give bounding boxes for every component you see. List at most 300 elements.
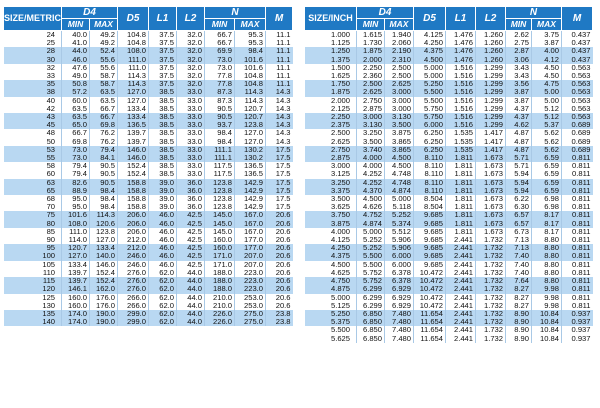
inch-l2-cell: 1.673 [476,220,506,228]
metric-l2-cell: 42.5 [177,228,205,236]
inch-m-cell: 0.689 [562,121,593,129]
inch-n-max-cell: 8.80 [532,244,562,252]
inch-size-cell: 4.875 [305,285,357,293]
inch-size-cell: 1.750 [305,80,357,88]
metric-d5-cell: 276.0 [118,277,149,285]
inch-n-min-cell: 3.87 [506,97,532,105]
metric-n-min-cell: 145.0 [205,211,235,219]
metric-d5-cell: 158.8 [118,195,149,203]
metric-d4-min-cell: 40.0 [62,31,90,40]
metric-n-max-cell: 98.4 [235,47,266,55]
metric-n-min-cell: 117.5 [205,162,235,170]
metric-d4-max-cell: 76.2 [90,129,118,137]
metric-size-cell: 60 [46,170,56,179]
metric-d4-max-cell: 133.4 [90,244,118,252]
inch-m-cell: 0.811 [562,179,593,187]
metric-d4-max-cell: 90.5 [90,170,118,178]
inch-l1-cell: 2.441 [446,269,476,277]
metric-d4-max-cell: 79.4 [90,146,118,154]
metric-l2-cell: 33.0 [177,162,205,170]
inch-d4-min-cell: 3.250 [357,129,385,137]
metric-n-max-cell: 127.0 [235,138,266,146]
inch-n-min-cell: 3.56 [506,80,532,88]
inch-d4-max-cell: 6.929 [385,285,414,293]
inch-size-table-panel [304,6,593,343]
inch-size-cell: 5.375 [305,318,357,326]
metric-n-max-cell: 253.0 [235,294,266,302]
metric-l2-cell: 42.5 [177,211,205,219]
metric-n-max-cell: 120.7 [235,105,266,113]
inch-l1-cell: 2.441 [446,335,476,343]
metric-n-max-cell: 114.3 [235,88,266,96]
metric-size-cell: 58 [46,162,56,171]
metric-m-cell: 14.3 [266,97,293,105]
metric-size-cell: 135 [4,310,62,318]
metric-n-max-cell: 223.0 [235,285,266,293]
metric-l2-cell: 32.0 [177,31,205,40]
metric-d5-cell: 158.8 [118,187,149,195]
metric-d5-cell: 146.0 [118,154,149,162]
metric-d4-min-cell: 139.7 [62,269,90,277]
inch-d4-min-cell: 6.299 [357,294,385,302]
metric-l1-cell: 62.0 [149,285,177,293]
inch-d4-max-cell: 2.310 [385,56,414,64]
inch-d4-min-cell: 2.625 [357,88,385,96]
metric-l1-cell: 46.0 [149,252,177,260]
inch-m-cell: 0.563 [562,88,593,96]
inch-m-cell: 0.563 [562,64,593,72]
inch-n-max-cell: 6.59 [532,162,562,170]
metric-d4-max-cell: 49.2 [90,39,118,47]
inch-l2-cell: 1.417 [476,146,506,154]
inch-d5-cell: 6.250 [414,138,446,146]
metric-m-cell: 14.3 [266,88,293,96]
metric-size-cell: 63 [4,179,62,187]
metric-l2-cell: 32.0 [177,47,205,55]
metric-n-min-cell: 210.0 [205,302,235,310]
metric-d4-min-cell: 57.2 [62,88,90,96]
metric-l1-cell: 38.5 [149,138,177,146]
inch-size-cell: 1.000 [330,30,350,39]
inch-d4-max-cell: 3.500 [385,121,414,129]
metric-m-cell: 11.1 [266,39,293,47]
inch-d5-cell: 11.654 [414,326,446,334]
inch-l1-cell: 2.441 [446,244,476,252]
metric-m-cell: 20.6 [266,269,293,277]
table-row [4,294,293,302]
inch-n-min-cell: 6.30 [506,203,532,211]
metric-l1-cell: 38.5 [149,105,177,113]
inch-d5-cell: 8.504 [414,203,446,211]
inch-d4-min-cell: 3.740 [357,146,385,154]
inch-n-min-cell: 4.87 [506,129,532,137]
inch-size-cell: 2.000 [330,96,350,105]
inch-l2-header: L2 [476,7,506,31]
inch-n-min-cell: 8.90 [506,310,532,318]
metric-d4-min-cell: 73.0 [62,146,90,154]
metric-d5-cell: 266.0 [118,302,149,310]
inch-d4-max-cell: 5.000 [385,195,414,203]
inch-l1-cell: 1.516 [446,121,476,129]
metric-m-cell: 17.5 [266,203,293,211]
inch-m-cell: 0.811 [562,228,593,236]
metric-d4-max-cell: 120.6 [90,220,118,228]
metric-l1-cell: 39.0 [149,179,177,187]
inch-d5-cell: 5.500 [414,97,446,105]
metric-l1-cell: 38.5 [149,154,177,162]
metric-n-max-cell: 136.5 [235,170,266,178]
metric-d5-cell: 111.0 [118,56,149,64]
table-row [305,56,593,64]
metric-size-cell: 120 [4,285,62,293]
table-row [305,39,593,47]
inch-d4-max-cell: 7.480 [385,335,414,343]
inch-d4-min-cell: 5.752 [357,269,385,277]
inch-l2-cell: 1.299 [476,113,506,121]
inch-d5-cell: 6.250 [414,129,446,137]
inch-l2-cell: 1.732 [476,277,506,285]
inch-d4-max-cell: 3.865 [385,138,414,146]
metric-d5-cell: 146.0 [118,146,149,154]
metric-size-cell: 55 [4,154,62,162]
inch-n-max-cell: 8.80 [532,252,562,260]
inch-n-min-cell: 4.62 [506,121,532,129]
inch-l2-cell: 1.417 [476,129,506,137]
metric-d5-cell: 104.8 [118,39,149,47]
inch-n-max-cell: 10.84 [532,326,562,334]
inch-n-max-cell: 4.50 [532,64,562,72]
metric-n-max-cell: 223.0 [235,277,266,285]
metric-d4-min-cell: 63.5 [62,105,90,113]
inch-n-min-cell: 3.43 [506,64,532,72]
inch-l2-cell: 1.673 [476,187,506,195]
table-row [305,211,593,219]
inch-n-min-cell: 6.22 [506,195,532,203]
inch-m-cell: 0.811 [562,252,593,260]
inch-m-cell: 0.811 [562,236,593,244]
inch-d4-max-cell: 5.512 [385,228,414,236]
inch-l1-cell: 2.441 [446,294,476,302]
metric-d4-max-cell: 114.3 [90,211,118,219]
metric-d5-cell: 114.3 [118,80,149,88]
inch-l1-cell: 1.516 [446,105,476,113]
table-row [305,179,593,187]
inch-size-cell: 4.750 [305,277,357,285]
inch-d5-cell: 9.685 [414,211,446,219]
metric-l2-cell: 33.0 [177,146,205,154]
inch-n-min-cell: 6.57 [506,211,532,219]
inch-d4-min-cell: 2.250 [357,64,385,72]
metric-d4-max-cell: 76.2 [90,138,118,146]
metric-l1-cell: 39.0 [149,195,177,203]
inch-m-cell: 0.437 [562,31,593,40]
metric-size-cell: 25 [46,39,56,48]
metric-n-min-cell: 66.7 [205,31,235,40]
inch-n-max-cell: 8.80 [532,261,562,269]
metric-d4-max-cell: 66.7 [90,113,118,121]
inch-l2-cell: 1.673 [476,162,506,170]
inch-d4-min-cell: 2.000 [357,56,385,64]
inch-l2-cell: 1.260 [476,39,506,47]
inch-n-min-cell: 8.27 [506,294,532,302]
metric-l2-cell: 33.0 [177,129,205,137]
metric-n-min-cell: 69.9 [205,47,235,55]
inch-d5-cell: 9.685 [414,228,446,236]
inch-d5-cell: 8.504 [414,195,446,203]
metric-d4-max-cell: 190.0 [90,318,118,326]
inch-d5-cell: 8.110 [414,170,446,178]
metric-l2-cell: 44.0 [177,318,205,326]
inch-d4-max-cell: 3.130 [385,113,414,121]
inch-d5-cell: 4.250 [414,39,446,47]
metric-l1-cell: 37.5 [149,64,177,72]
metric-n-min-cell: 226.0 [205,310,235,318]
metric-d4-max-cell: 140.0 [90,252,118,260]
metric-size-cell: 30 [4,56,62,64]
inch-d4-min-cell: 4.626 [357,203,385,211]
metric-n-max-cell: 130.2 [235,146,266,154]
inch-m-cell: 0.811 [562,154,593,162]
inch-m-cell: 0.937 [562,326,593,334]
inch-l2-cell: 1.673 [476,228,506,236]
inch-n-max-cell: 5.62 [532,129,562,137]
metric-size-cell: 28 [4,47,62,55]
metric-n-min-cell: 160.0 [205,244,235,252]
inch-l1-cell: 1.516 [446,88,476,96]
metric-d4-max-cell: 69.8 [90,121,118,129]
metric-n-max-cell: 142.9 [235,203,266,211]
metric-size-cell: 43 [4,113,62,121]
metric-l2-cell: 44.0 [177,302,205,310]
inch-size-cell: 5.500 [330,326,350,335]
inch-n-max-cell: 9.98 [532,285,562,293]
inch-d4-min-cell: 1.730 [357,39,385,47]
inch-n-max-cell: 6.59 [532,179,562,187]
inch-n-min-cell: 7.64 [506,277,532,285]
table-row [4,203,293,211]
inch-n-min-cell: 8.90 [506,326,532,334]
table-row [305,64,593,72]
inch-d4-min-cell: 6.850 [357,318,385,326]
metric-d5-cell: 127.0 [118,97,149,105]
metric-l1-cell: 62.0 [149,318,177,326]
table-row [305,47,593,55]
inch-d5-cell: 5.000 [414,72,446,80]
metric-l1-cell: 38.5 [149,129,177,137]
inch-d4-min-cell: 4.252 [357,170,385,178]
table-row [305,335,593,343]
metric-d4-min-cell: 139.7 [62,277,90,285]
metric-n-min-cell: 111.1 [205,154,235,162]
metric-l1-cell: 46.0 [149,211,177,219]
inch-n-max-cell: 8.80 [532,236,562,244]
metric-d4-max-cell: 146.0 [90,261,118,269]
inch-n-max-cell: 6.59 [532,170,562,178]
inch-n-max-cell: 5.37 [532,121,562,129]
metric-l2-cell: 33.0 [177,113,205,121]
inch-d4-max-cell: 3.875 [385,129,414,137]
metric-l2-cell: 44.0 [177,310,205,318]
metric-d4-max-cell: 98.4 [90,195,118,203]
inch-d4-max-cell: 1.940 [385,31,414,40]
inch-l1-cell: 2.441 [446,310,476,318]
table-row [305,228,593,236]
inch-l1-cell: 1.476 [446,39,476,47]
metric-n-min-cell: 90.5 [205,105,235,113]
inch-n-max-cell: 4.00 [532,47,562,55]
inch-n-min-cell: 8.27 [506,302,532,310]
inch-d4-max-cell: 4.874 [385,187,414,195]
inch-size-cell: 3.625 [330,203,350,212]
inch-m-cell: 0.811 [562,269,593,277]
metric-d4-min-cell: 127.0 [62,252,90,260]
metric-d4-max-cell: 176.0 [90,302,118,310]
metric-d5-cell: 139.7 [118,138,149,146]
metric-m-cell: 17.5 [266,170,293,178]
inch-n-max-cell: 8.17 [532,220,562,228]
metric-d5-cell: 127.0 [118,88,149,96]
metric-m-cell: 14.3 [266,138,293,146]
inch-size-cell: 2.750 [305,146,357,154]
inch-l1-cell: 1.811 [446,187,476,195]
inch-d5-cell: 9.685 [414,236,446,244]
table-row [4,277,293,285]
metric-n-max-cell: 167.0 [235,211,266,219]
metric-n-max-cell: 167.0 [235,220,266,228]
table-row [305,277,593,285]
metric-m-cell: 20.6 [266,244,293,252]
inch-d5-header: D5 [414,7,446,31]
metric-m-cell: 20.6 [266,261,293,269]
metric-d5-header: D5 [118,7,149,31]
metric-n-min-cell: 66.7 [205,39,235,47]
inch-n-min-cell: 8.27 [506,285,532,293]
inch-size-cell: 5.125 [330,301,350,310]
inch-n-min-cell: 5.71 [506,162,532,170]
inch-l1-cell: 1.535 [446,129,476,137]
table-row [4,146,293,154]
metric-d5-cell: 276.0 [118,285,149,293]
metric-m-cell: 17.5 [266,162,293,170]
metric-size-cell: 90 [46,236,56,245]
metric-size-cell: 42 [46,104,56,113]
inch-l2-cell: 1.299 [476,121,506,129]
inch-size-cell: 3.875 [305,220,357,228]
inch-n-max-cell: 5.62 [532,146,562,154]
metric-l1-cell: 46.0 [149,244,177,252]
inch-d5-cell: 4.500 [414,56,446,64]
metric-l2-cell: 42.5 [177,261,205,269]
metric-n-max-cell: 207.0 [235,261,266,269]
metric-m-cell: 17.5 [266,187,293,195]
table-row [4,211,293,219]
metric-n-min-cell: 77.8 [205,72,235,80]
inch-d5-cell: 10.472 [414,302,446,310]
metric-size-cell: 115 [4,277,62,285]
inch-m-cell: 0.563 [562,80,593,88]
metric-n-max-cell: 123.8 [235,121,266,129]
table-row [305,146,593,154]
inch-l1-cell: 1.516 [446,72,476,80]
inch-n-min-cell: 7.40 [506,252,532,260]
inch-m-cell: 0.937 [562,310,593,318]
metric-n-min-cell: 93.7 [205,121,235,129]
inch-d4-min-cell: 4.252 [357,179,385,187]
inch-l2-cell: 1.732 [476,252,506,260]
metric-n-max-cell: 95.3 [235,31,266,40]
inch-l1-header: L1 [446,7,476,31]
inch-n-max-cell: 3.87 [532,39,562,47]
inch-d4-min-cell: 4.000 [357,162,385,170]
metric-d4-min-cell: 66.7 [62,129,90,137]
inch-n-min-cell: 4.87 [506,138,532,146]
table-row [4,195,293,203]
inch-l2-cell: 1.673 [476,211,506,219]
metric-m-cell: 11.1 [266,56,293,64]
metric-size-cell: 33 [46,72,56,81]
inch-l1-cell: 1.811 [446,211,476,219]
metric-n-min-cell: 123.8 [205,187,235,195]
inch-d5-cell: 8.110 [414,154,446,162]
metric-n-min-cell: 98.4 [205,129,235,137]
inch-l2-cell: 1.673 [476,179,506,187]
metric-l2-cell: 32.0 [177,72,205,80]
inch-m-cell: 0.811 [562,195,593,203]
metric-m-cell: 23.8 [266,310,293,318]
metric-l2-cell: 33.0 [177,105,205,113]
inch-d4-min-cell: 6.850 [357,310,385,318]
metric-l1-cell: 62.0 [149,310,177,318]
metric-n-min-cell: 145.0 [205,220,235,228]
metric-n-max-cell: 223.0 [235,269,266,277]
inch-d4-max-cell: 3.000 [385,97,414,105]
inch-size-cell: 1.500 [330,63,350,72]
metric-n-min-cell: 145.0 [205,228,235,236]
metric-d4-max-cell: 63.5 [90,88,118,96]
metric-n-max-cell: 136.5 [235,162,266,170]
metric-size-cell: 68 [46,195,56,204]
inch-d4-max-cell: 5.374 [385,220,414,228]
inch-l2-cell: 1.732 [476,310,506,318]
metric-n-min-cell: 98.4 [205,138,235,146]
metric-d4-min-cell: 88.9 [62,187,90,195]
table-row [4,187,293,195]
inch-size-cell: 4.625 [330,268,350,277]
inch-l2-cell: 1.299 [476,88,506,96]
inch-size-cell: 3.750 [305,211,357,219]
metric-size-cell: 140 [4,318,62,326]
inch-l2-cell: 1.732 [476,236,506,244]
inch-d5-cell: 10.472 [414,285,446,293]
metric-l1-cell: 38.5 [149,97,177,105]
inch-d4-max-cell: 3.000 [385,105,414,113]
inch-n-max-cell: 10.84 [532,318,562,326]
inch-n-min-cell: 3.87 [506,88,532,96]
inch-l2-cell: 1.732 [476,335,506,343]
metric-m-cell: 20.6 [266,228,293,236]
inch-size-cell: 4.000 [330,227,350,236]
metric-d4-max-cell: 98.4 [90,203,118,211]
table-row [4,80,293,88]
inch-l2-cell: 1.732 [476,294,506,302]
metric-m-cell: 14.3 [266,113,293,121]
metric-m-cell: 20.6 [266,252,293,260]
inch-n-max-cell: 8.17 [532,211,562,219]
inch-d4-max-cell: 6.929 [385,302,414,310]
metric-m-cell: 17.5 [266,154,293,162]
inch-n-max-cell: 8.80 [532,269,562,277]
metric-size-cell: 65 [4,187,62,195]
